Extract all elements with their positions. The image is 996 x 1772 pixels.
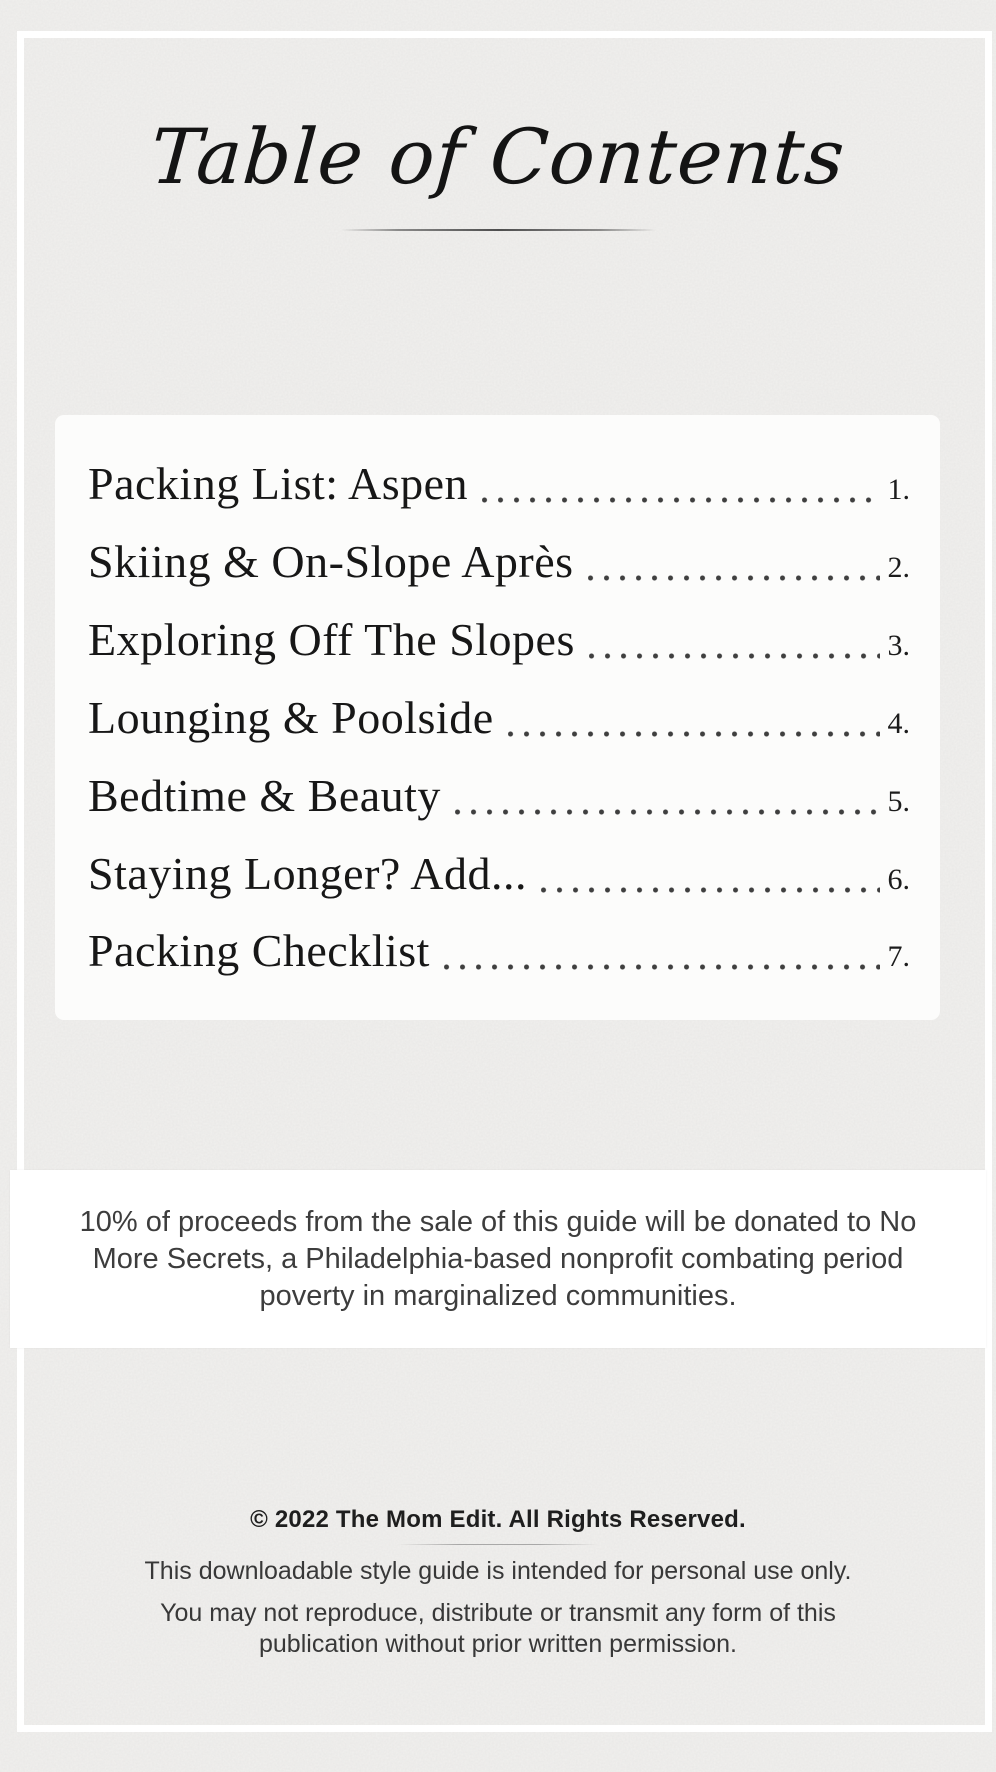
title-block — [0, 112, 996, 231]
toc-entry-page-number: 1. — [887, 473, 910, 507]
toc-entry[interactable] — [88, 457, 910, 510]
toc-entry-label: Packing Checklist — [88, 925, 430, 977]
toc-entry[interactable] — [88, 613, 910, 666]
donation-banner — [10, 1170, 986, 1348]
toc-entry[interactable] — [88, 769, 910, 822]
toc-entry-label: Lounging & Poolside — [88, 691, 494, 743]
toc-dotted-leader — [444, 963, 880, 971]
toc-dotted-leader — [482, 496, 879, 504]
no-reproduce-text: You may not reproduce, distribute or transmit any form of this publication without prior written permission. — [160, 1599, 836, 1658]
toc-entry-label: Packing List: Aspen — [88, 458, 469, 510]
toc-entry-page-number: 5. — [887, 784, 910, 818]
toc-entry[interactable] — [88, 924, 910, 977]
toc-entry-label: Skiing & On-Slope Après — [88, 536, 574, 588]
footer-divider — [398, 1544, 598, 1545]
page-title: Table of Contents — [147, 112, 849, 201]
toc-dotted-leader — [541, 886, 880, 894]
toc-dotted-leader — [588, 574, 880, 582]
footer — [0, 1506, 996, 1660]
toc-entry-page-number: 7. — [887, 940, 910, 974]
toc-entry[interactable] — [88, 691, 910, 744]
toc-entry[interactable] — [88, 847, 910, 900]
toc-entry-page-number: 4. — [887, 706, 910, 740]
donation-text: 10% of proceeds from the sale of this guide will be donated to No More Secrets, a Philadelphia-based nonprofit combating period poverty in marginalized communities. — [79, 1205, 917, 1312]
toc-entry-page-number: 2. — [887, 551, 910, 585]
toc-dotted-leader — [589, 652, 880, 660]
copyright-text: © 2022 The Mom Edit. All Rights Reserved. — [250, 1506, 746, 1533]
toc-dotted-leader — [455, 808, 880, 816]
toc-dotted-leader — [508, 730, 880, 738]
toc-entry-page-number: 6. — [887, 862, 910, 896]
toc-entry-page-number: 3. — [887, 629, 910, 663]
toc-entry[interactable] — [88, 535, 910, 588]
toc-entry-label: Staying Longer? Add... — [88, 847, 527, 899]
toc-entry-label: Exploring Off The Slopes — [88, 614, 575, 666]
toc-card — [55, 415, 940, 1020]
title-divider — [341, 229, 656, 231]
personal-use-text: This downloadable style guide is intended for personal use only. — [144, 1557, 852, 1585]
toc-entry-label: Bedtime & Beauty — [88, 769, 441, 821]
